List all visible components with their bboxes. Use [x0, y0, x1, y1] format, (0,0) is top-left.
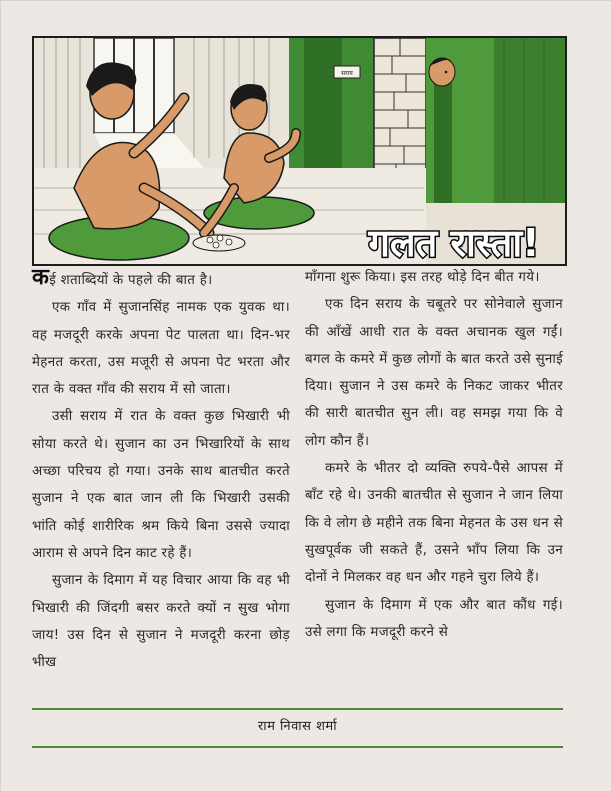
paragraph: सुजान के दिमाग में यह विचार आया कि वह भी भिखारी की जिंदगी बसर करते क्यों न सुख भोगा जाय! उस दिन से सुजान ने मजदूरी करना छोड़ भीख: [32, 573, 290, 671]
coin-pile: [193, 235, 245, 251]
right-column: [305, 264, 563, 646]
footer-rule-bottom: [32, 746, 563, 748]
paragraph: सुजान के दिमाग में एक और बात कौंध गई। उसे लगा कि मजदूरी करने से: [305, 597, 563, 640]
story-title-text: गलत रास्ता!: [368, 221, 540, 264]
paragraph: कमरे के भीतर दो व्यक्ति रुपये-पैसे आपस में बाँट रहे थे। उनकी बातचीत से सुजान ने जान लिया कि वे लोग छे महीने तक बिना मेहनत के उस धन से सुखपूर्वक जी सकते हैं, उसने भाँप लिया कि उन दोनों ने मिलकर वह धन और गहने चुरा लिये हैं।: [305, 461, 563, 586]
inn-sign: सराय: [341, 70, 353, 77]
paragraph: माँगना शुरू किया। इस तरह थोड़े दिन बीत गये।: [305, 270, 540, 285]
drop-cap: क: [32, 265, 50, 290]
paragraph: एक गाँव में सुजानसिंह नामक एक युवक था। वह मजदूरी करके अपना पेट पालता था। दिन-भर मेहनत करता, उस मजूरी से अपना पेट भरता और रात के वक्त गाँव की सराय में सो जाता।: [32, 300, 290, 398]
paragraph: उसी सराय में रात के वक्त कुछ भिखारी भी सोया करते थे। सुजान का उन भिखारियों के साथ अच्छा परिचय हो गया। उनके साथ बातचीत करते सुजान ने एक बात जान ली कि भिखारी उसकी भांति कोई शारीरिक श्रम किये बिना उससे ज्यादा आराम से अपने दिन काट रहे हैं।: [32, 409, 290, 561]
left-column: [32, 264, 290, 676]
author-name: राम निवास शर्मा: [257, 719, 338, 734]
paragraph: कई शताब्दियों के पहले की बात है।: [32, 265, 213, 290]
story-illustration: [32, 36, 567, 266]
footer-rule-top: [32, 708, 563, 710]
story-title: [367, 221, 539, 264]
paragraph: एक दिन सराय के चबूतरे पर सोनेवाले सुजान की आँखें आधी रात के वक्त अचानक खुल गईं। बगल के कमरे में कुछ लोगों के बात करते उसे सुनाई दिया। सुजान ने उस कमरे के निकट जाकर भीतर की सारी बातचीत सुन ली। वह समझ गया कि वे लोग कौन हैं।: [305, 297, 563, 449]
story-text: [32, 264, 563, 700]
